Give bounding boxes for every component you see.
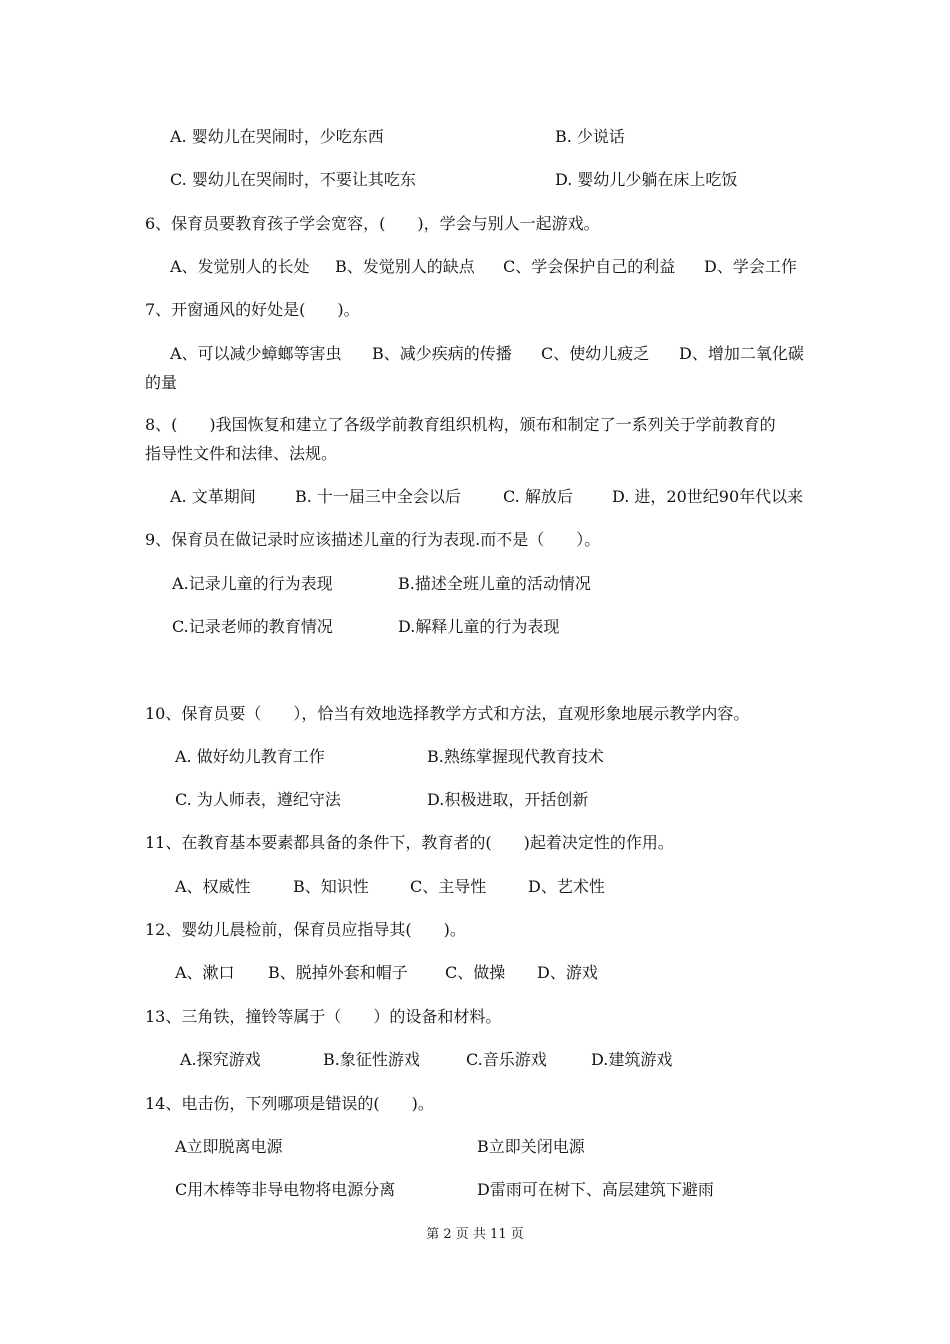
q12-option-a: A、漱口 [175, 963, 235, 982]
q9-option-b: B.描述全班儿童的活动情况 [398, 574, 591, 593]
q12-stem: 12、婴幼儿晨检前，保育员应指导其( )。 [145, 920, 466, 939]
q8-option-d: D. 进，20世纪90年代以来 [612, 487, 804, 506]
q11-option-c: C、主导性 [410, 877, 487, 896]
q7-stem: 7、开窗通风的好处是( )。 [145, 300, 360, 319]
q9-option-d: D.解释儿童的行为表现 [398, 617, 560, 636]
q7-option-a: A、可以减少蟑螂等害虫 [170, 344, 342, 363]
q13-option-d: D.建筑游戏 [591, 1050, 673, 1069]
q14-option-a: A立即脱离电源 [175, 1137, 283, 1156]
q6-option-c: C、学会保护自己的利益 [503, 257, 676, 276]
q14-option-c: C用木棒等非导电物将电源分离 [175, 1180, 396, 1199]
q5-option-c: C. 婴幼儿在哭闹时，不要让其吃东 [170, 170, 416, 189]
q9-stem: 9、保育员在做记录时应该描述儿童的行为表现.而不是（ ）。 [145, 530, 601, 549]
q5-option-a: A. 婴幼儿在哭闹时，少吃东西 [170, 127, 384, 146]
q8-option-c: C. 解放后 [503, 487, 573, 506]
q10-option-d: D.积极进取，开括创新 [427, 790, 589, 809]
q14-option-d: D雷雨可在树下、高层建筑下避雨 [477, 1180, 714, 1199]
q11-option-d: D、艺术性 [528, 877, 605, 896]
q11-stem: 11、在教育基本要素都具备的条件下，教育者的( )起着决定性的作用。 [145, 833, 674, 852]
q7-option-d-continuation: 的量 [145, 373, 178, 392]
q11-option-b: B、知识性 [293, 877, 369, 896]
q13-option-b: B.象征性游戏 [323, 1050, 420, 1069]
q13-option-c: C.音乐游戏 [466, 1050, 547, 1069]
q11-option-a: A、权威性 [175, 877, 251, 896]
q14-stem: 14、电击伤，下列哪项是错误的( )。 [145, 1094, 434, 1113]
q12-option-c: C、做操 [445, 963, 506, 982]
q6-option-a: A、发觉别人的长处 [170, 257, 310, 276]
q12-option-b: B、脱掉外套和帽子 [268, 963, 408, 982]
q14-option-b: B立即关闭电源 [477, 1137, 585, 1156]
q12-option-d: D、游戏 [537, 963, 598, 982]
q7-option-d: D、增加二氧化碳 [679, 344, 804, 363]
q10-option-b: B.熟练掌握现代教育技术 [427, 747, 604, 766]
page-number: 第 2 页 共 11 页 [426, 1227, 524, 1242]
q10-option-a: A. 做好幼儿教育工作 [175, 747, 325, 766]
q9-option-a: A.记录儿童的行为表现 [172, 574, 333, 593]
q7-option-c: C、使幼儿疲乏 [541, 344, 650, 363]
q6-option-d: D、学会工作 [704, 257, 797, 276]
q5-option-b: B. 少说话 [555, 127, 625, 146]
q10-option-c: C. 为人师表，遵纪守法 [175, 790, 341, 809]
q9-option-c: C.记录老师的教育情况 [172, 617, 333, 636]
q8-stem-line-2: 指导性文件和法律、法规。 [145, 444, 338, 463]
q8-option-b: B. 十一届三中全会以后 [295, 487, 461, 506]
q13-stem: 13、三角铁，撞铃等属于（ ）的设备和材料。 [145, 1007, 502, 1026]
q8-option-a: A. 文革期间 [170, 487, 256, 506]
q8-stem-line-1: 8、( )我国恢复和建立了各级学前教育组织机构，颁布和制定了一系列关于学前教育的 [145, 415, 776, 434]
q6-stem: 6、保育员要教育孩子学会宽容，( )，学会与别人一起游戏。 [145, 214, 600, 233]
q5-option-d: D. 婴幼儿少躺在床上吃饭 [555, 170, 738, 189]
q7-option-b: B、减少疾病的传播 [372, 344, 512, 363]
q10-stem: 10、保育员要（ ），恰当有效地选择教学方式和方法，直观形象地展示教学内容。 [145, 704, 750, 723]
q13-option-a: A.探究游戏 [180, 1050, 261, 1069]
q6-option-b: B、发觉别人的缺点 [335, 257, 475, 276]
